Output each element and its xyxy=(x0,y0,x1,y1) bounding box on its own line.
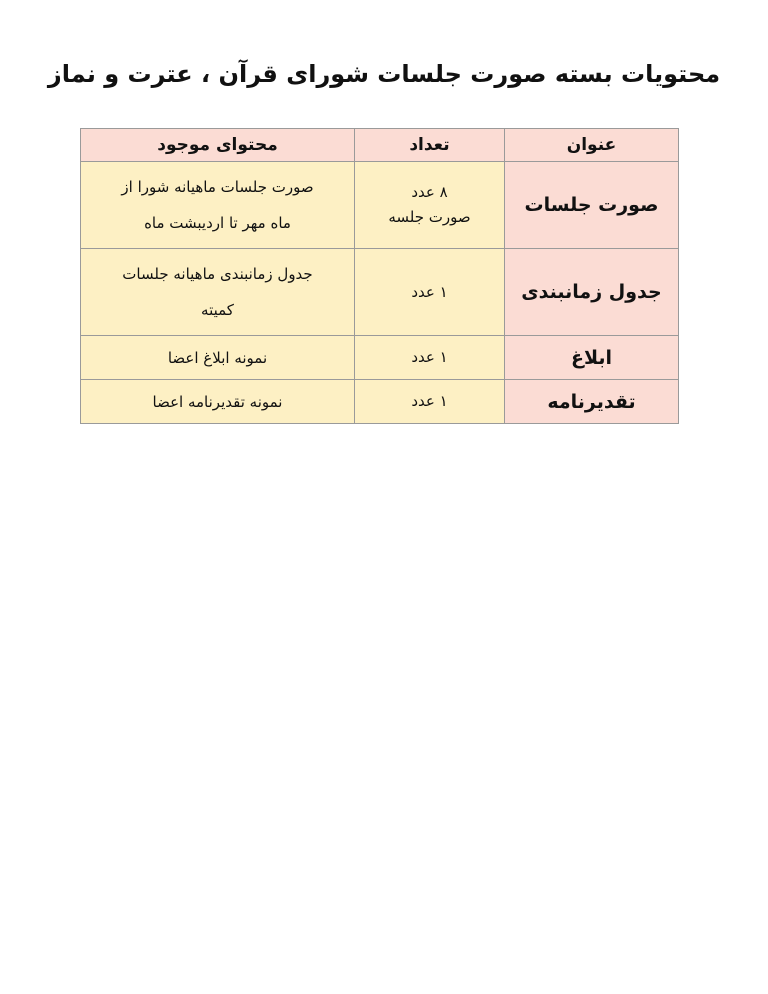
row-count xyxy=(355,249,505,336)
row-title: جدول زمانبندی xyxy=(505,249,679,336)
row-title: تقدیرنامه xyxy=(505,380,679,424)
row-content xyxy=(81,336,355,380)
row-title: صورت جلسات xyxy=(505,162,679,249)
header-title: عنوان xyxy=(505,129,679,162)
content-line: ماه مهر تا اردیبشت ماه xyxy=(144,214,291,232)
count-line: ۱ عدد xyxy=(411,392,448,410)
row-content xyxy=(81,380,355,424)
row-content xyxy=(81,249,355,336)
table-row xyxy=(81,336,679,380)
count-line: ۱ عدد xyxy=(411,282,448,301)
content-line: کمیته xyxy=(201,301,234,319)
row-count xyxy=(355,380,505,424)
count-line: صورت جلسه xyxy=(388,208,471,226)
row-title: ابلاغ xyxy=(505,336,679,380)
table-row xyxy=(81,380,679,424)
content-line: صورت جلسات ماهیانه شورا از xyxy=(121,178,314,196)
content-line: نمونه تقدیرنامه اعضا xyxy=(152,392,283,411)
contents-table xyxy=(80,128,679,424)
header-count: تعداد xyxy=(355,129,505,162)
content-line: جدول زمانبندی ماهیانه جلسات xyxy=(122,265,313,283)
table-row xyxy=(81,162,679,249)
content-line: نمونه ابلاغ اعضا xyxy=(167,348,268,367)
row-count xyxy=(355,336,505,380)
table-row xyxy=(81,249,679,336)
row-count xyxy=(355,162,505,249)
header-content: محتوای موجود xyxy=(81,129,355,162)
count-line: ۱ عدد xyxy=(411,348,448,366)
row-content xyxy=(81,162,355,249)
page-title: محتویات بسته صورت جلسات شورای قرآن ، عترت و نماز xyxy=(47,60,721,88)
count-line: ۸ عدد xyxy=(411,183,448,201)
table-header-row xyxy=(81,129,679,162)
